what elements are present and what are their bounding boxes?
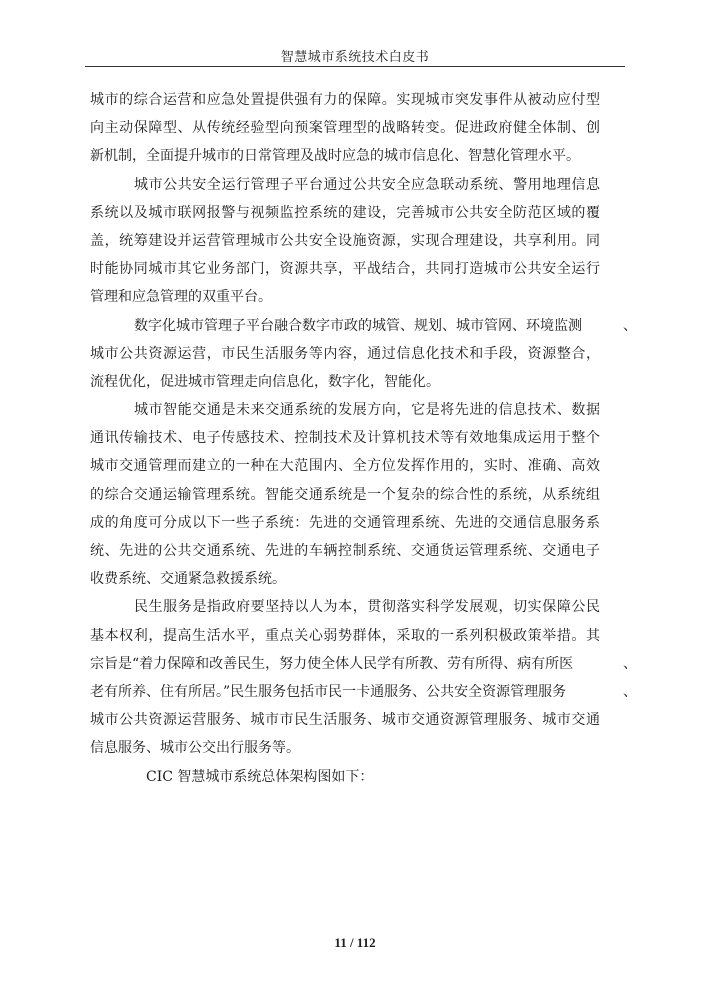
- text-line-content: 数字化城市管理子平台融合数字市政的城管、规划、城市管网、环境监测: [134, 317, 582, 334]
- text-line: 基本权利，提高生活水平，重点关心弱势群体，采取的一系列积极政策举措。其: [90, 627, 600, 644]
- stray-punctuation: 、: [623, 655, 637, 672]
- text-line: 管理和应急管理的双重平台。: [90, 289, 272, 306]
- text-line: 信息服务、城市公交出行服务等。: [90, 740, 300, 757]
- text-line: 民生服务是指政府要坚持以人为本，贯彻落实科学发展观，切实保障公民: [134, 599, 600, 616]
- text-line: CIC 智慧城市系统总体架构图如下：: [146, 768, 374, 785]
- stray-punctuation: 、: [623, 683, 637, 700]
- text-line: 系统以及城市联网报警与视频监控系统的建设，完善城市公共安全防范区域的覆: [90, 204, 600, 221]
- text-line: 盖，统筹建设并运营管理城市公共安全设施资源，实现合理建设，共享利用。同: [90, 232, 600, 249]
- text-line: [90, 312, 637, 340]
- text-line: 城市智能交通是未来交通系统的发展方向，它是将先进的信息技术、数据: [134, 402, 600, 419]
- text-line: 统、先进的公共交通系统、先进的车辆控制系统、交通货运管理系统、交通电子: [90, 543, 600, 559]
- text-line: 流程优化，促进城市管理走向信息化，数字化，智能化。: [90, 373, 440, 390]
- text-line: [90, 650, 637, 678]
- text-line: 新机制，全面提升城市的日常管理及战时应急的城市信息化、智慧化管理水平。: [90, 148, 580, 165]
- running-header: 智慧城市系统技术白皮书: [280, 50, 430, 65]
- text-line-content: 宗旨是“着力保障和改善民生，努力使全体人民学有所教、劳有所得、病有所医: [90, 655, 574, 672]
- text-line: 收费系统、交通紧急救援系统。: [90, 571, 286, 588]
- stray-punctuation: 、: [623, 317, 637, 334]
- text-line: 的综合交通运输管理系统。智能交通系统是一个复杂的综合性的系统，从系统组: [90, 486, 600, 503]
- text-line: 向主动保障型、从传统经验型向预案管理型的战略转变。促进政府健全体制、创: [90, 120, 600, 137]
- text-line: [90, 678, 637, 706]
- document-body: [90, 86, 637, 791]
- text-line-content: 老有所养、住有所居。”民生服务包括市民一卡通服务、公共安全资源管理服务: [90, 683, 567, 700]
- text-line: 成的角度可分成以下一些子系统：先进的交通管理系统、先进的交通信息服务系: [90, 514, 600, 531]
- text-line: 城市公共资源运营，市民生活服务等内容，通过信息化技术和手段，资源整合，: [90, 345, 600, 362]
- text-line: 城市的综合运营和应急处置提供强有力的保障。实现城市突发事件从被动应付型: [90, 92, 600, 108]
- text-line: 时能协同城市其它业务部门，资源共享，平战结合，共同打造城市公共安全运行: [90, 261, 600, 278]
- text-line: 城市交通管理而建立的一种在大范围内、全方位发挥作用的，实时、准确、高效: [90, 458, 600, 475]
- text-line: 通讯传输技术、电子传感技术、控制技术及计算机技术等有效地集成运用于整个: [90, 430, 600, 447]
- header-rule: [85, 66, 625, 67]
- page-number: 11 / 112: [334, 935, 376, 950]
- text-line: 城市公共资源运营服务、城市市民生活服务、城市交通资源管理服务、城市交通: [90, 712, 600, 729]
- text-line: 城市公共安全运行管理子平台通过公共安全应急联动系统、警用地理信息: [134, 176, 600, 193]
